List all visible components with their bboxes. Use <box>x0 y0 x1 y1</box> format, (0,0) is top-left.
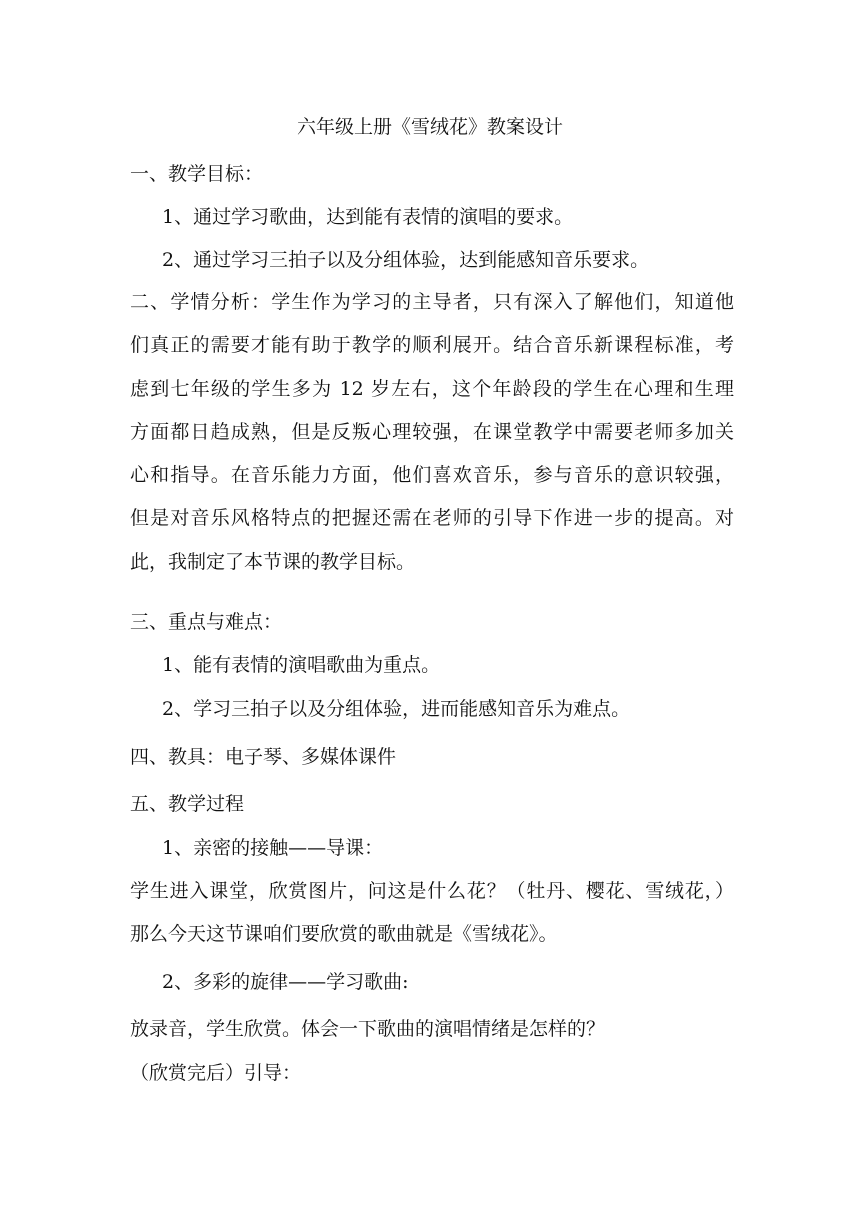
section-1-item-2: 2、通过学习三拍子以及分组体验，达到能感知音乐要求。 <box>162 249 650 271</box>
section-3-item-1: 1、能有表情的演唱歌曲为重点。 <box>162 654 441 676</box>
step-2-line-2: （欣赏完后）引导： <box>130 1062 302 1084</box>
section-1-item-1: 1、通过学习歌曲，达到能有表情的演唱的要求。 <box>162 206 574 228</box>
step-1-paragraph <box>130 877 734 964</box>
paragraph-line: 那么今天这节课咱们要欣赏的歌曲就是《雪绒花》。 <box>130 923 558 946</box>
paragraph-line: 此，我制定了本节课的教学目标。 <box>130 550 416 573</box>
section-1-heading: 一、教学目标： <box>130 163 264 185</box>
section-3-item-2: 2、学习三拍子以及分组体验，进而能感知音乐为难点。 <box>162 698 631 720</box>
paragraph-line: 虑到七年级的学生多为 12 岁左右，这个年龄段的学生在心理和生理 <box>130 377 734 400</box>
section-3-heading: 三、重点与难点： <box>130 611 283 633</box>
paragraph-line: 二、学情分析：学生作为学习的主导者，只有深入了解他们，知道他 <box>130 291 734 313</box>
paragraph-line: 但是对音乐风格特点的把握还需在老师的引导下作进一步的提高。对 <box>130 507 734 530</box>
section-4-text: 四、教具：电子琴、多媒体课件 <box>130 746 397 768</box>
paragraph-line: 方面都日趋成熟，但是反叛心理较强，在课堂教学中需要老师多加关 <box>130 420 734 443</box>
section-2-paragraph <box>130 288 734 591</box>
paragraph-line: 们真正的需要才能有助于教学的顺利展开。结合音乐新课程标准，考 <box>130 334 734 357</box>
paragraph-line: 心和指导。在音乐能力方面，他们喜欢音乐，参与音乐的意识较强， <box>130 464 734 487</box>
paragraph-line: 学生进入课堂，欣赏图片，问这是什么花？（牡丹、樱花、雪绒花，） <box>130 880 734 902</box>
step-1-heading: 1、亲密的接触——导课： <box>162 837 384 859</box>
step-2-line-1: 放录音，学生欣赏。体会一下歌曲的演唱情绪是怎样的？ <box>130 1018 606 1040</box>
section-5-heading: 五、教学过程 <box>130 793 245 815</box>
document-title: 六年级上册《雪绒花》教案设计 <box>296 116 563 138</box>
step-2-heading: 2、多彩的旋律——学习歌曲: <box>162 971 409 993</box>
